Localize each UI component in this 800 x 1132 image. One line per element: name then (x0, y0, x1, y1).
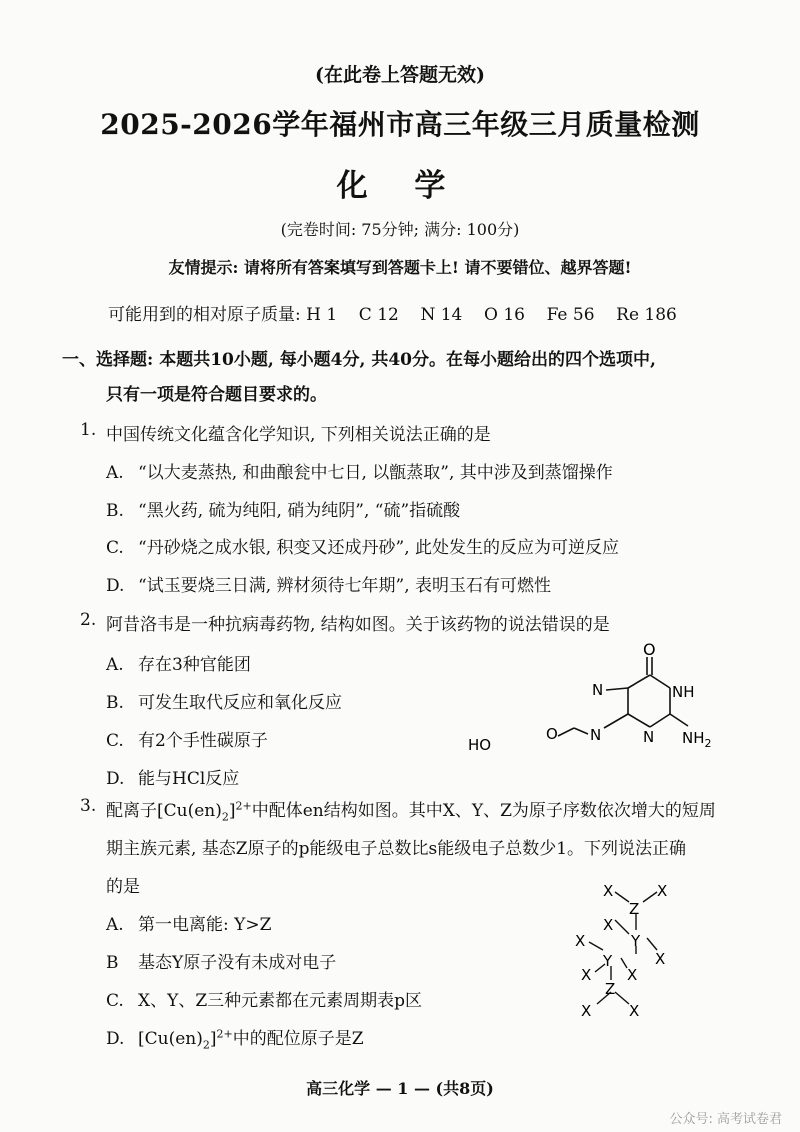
atom-x: X (575, 932, 586, 950)
atom-x: X (629, 1002, 640, 1020)
option-text: 能与HCl反应 (138, 769, 240, 789)
question-number: 3. (80, 796, 97, 816)
amine-label: $NH_2$ (682, 729, 712, 750)
option-c (106, 533, 619, 558)
option-text: “黑火药, 硫为纯阳, 硝为纯阴”, “硫”指硫酸 (138, 501, 461, 521)
option-label: B. (106, 693, 124, 713)
option-label: D. (106, 769, 125, 789)
option-text: 有2个手性碳原子 (138, 731, 268, 751)
page-footer: 高三化学 — 1 — (共8页) (306, 1079, 494, 1098)
option-text: “丹砂烧之成水银, 积变又还成丹砂”, 此处发生的反应为可逆反应 (138, 538, 619, 558)
option-text: 基态Y原子没有未成对电子 (138, 953, 337, 973)
atom-x: X (627, 966, 638, 984)
option-text: “试玉要烧三日满, 辨材须待七年期”, 表明玉石有可燃性 (138, 576, 551, 596)
option-text: 第一电离能: Y>Z (138, 915, 272, 935)
exam-title: 2025-2026学年福州市高三年级三月质量检测 (100, 108, 700, 141)
atomic-masses: 可能用到的相对原子质量: H 1 C 12 N 14 O 16 Fe 56 Re 186 (108, 305, 677, 325)
question-stem-line1: 配离子$[Cu(en)_2]^{2+}$中配体en结构如图。其中X、Y、Z为原子序数依次增大的短周 (106, 799, 716, 824)
option-label: D. (106, 576, 125, 596)
question-number: 2. (80, 610, 97, 630)
option-label: A. (106, 655, 124, 675)
subject-title: 化 学 (336, 168, 464, 204)
option-c (106, 986, 422, 1011)
exam-timing: (完卷时间: 75分钟; 满分: 100分) (280, 220, 520, 239)
ring-nitrogen-label: N (643, 728, 655, 746)
atom-x: X (603, 916, 614, 934)
option-label: C. (106, 731, 124, 751)
section-heading-line2: 只有一项是符合题目要求的。 (106, 385, 327, 405)
option-d (106, 571, 551, 596)
atom-y: Y (631, 932, 641, 950)
invalid-answer-notice: (在此卷上答题无效) (315, 64, 485, 86)
ether-oxygen-label: O (546, 725, 558, 743)
option-c (106, 726, 268, 751)
nh-label: NH (672, 683, 695, 701)
option-text: X、Y、Z三种元素都在元素周期表p区 (138, 991, 423, 1011)
option-label: C. (106, 538, 124, 558)
option-a (106, 458, 613, 483)
option-label: C. (106, 991, 124, 1011)
oxygen-top-label: O (643, 640, 656, 659)
option-b (106, 688, 342, 713)
option-d (106, 1024, 364, 1051)
option-text: 存在3种官能团 (138, 655, 251, 675)
option-a (106, 650, 251, 675)
atom-x: X (655, 950, 666, 968)
hydroxyl-label: HO (468, 736, 492, 754)
option-b (106, 948, 336, 973)
en-ligand-structure-figure (565, 880, 685, 1024)
option-d (106, 764, 239, 789)
option-text: $[Cu(en)_2]^{2+}$中的配位原子是Z (138, 1027, 364, 1052)
question-stem: 阿昔洛韦是一种抗病毒药物, 结构如图。关于该药物的说法错误的是 (106, 615, 610, 635)
atom-x: X (603, 882, 614, 900)
atom-x: X (581, 1002, 592, 1020)
question-number: 1. (80, 420, 97, 440)
option-label: B. (106, 501, 124, 521)
atom-z: Z (629, 900, 640, 918)
atom-z: Z (605, 980, 616, 998)
nitrogen-label: N (592, 681, 604, 699)
option-a (106, 910, 271, 935)
atom-x: X (581, 966, 592, 984)
acyclovir-structure-figure (460, 640, 730, 784)
option-label: A. (106, 463, 124, 483)
atom-x: X (657, 882, 668, 900)
question-stem-line2: 期主族元素, 基态Z原子的p能级电子总数比s能级电子总数少1。下列说法正确 (106, 839, 687, 859)
option-label: D. (106, 1029, 125, 1049)
watermark: 公众号: 高考试卷君 (669, 1112, 782, 1127)
option-label: B (106, 953, 119, 973)
question-stem: 中国传统文化蕴含化学知识, 下列相关说法正确的是 (106, 425, 491, 445)
option-b (106, 496, 460, 521)
option-text: “以大麦蒸热, 和曲酿瓮中七日, 以甑蒸取”, 其中涉及到蒸馏操作 (138, 463, 613, 483)
atom-y: Y (603, 952, 613, 970)
friendly-tip: 友情提示: 请将所有答案填写到答题卡上! 请不要错位、越界答题! (168, 258, 632, 277)
section-heading-line1: 一、选择题: 本题共10小题, 每小题4分, 共40分。在每小题给出的四个选项中, (62, 350, 656, 370)
nitrogen-bottom-label: N (590, 726, 602, 744)
option-label: A. (106, 915, 124, 935)
question-stem-line3: 的是 (106, 877, 140, 897)
option-text: 可发生取代反应和氧化反应 (138, 693, 342, 713)
